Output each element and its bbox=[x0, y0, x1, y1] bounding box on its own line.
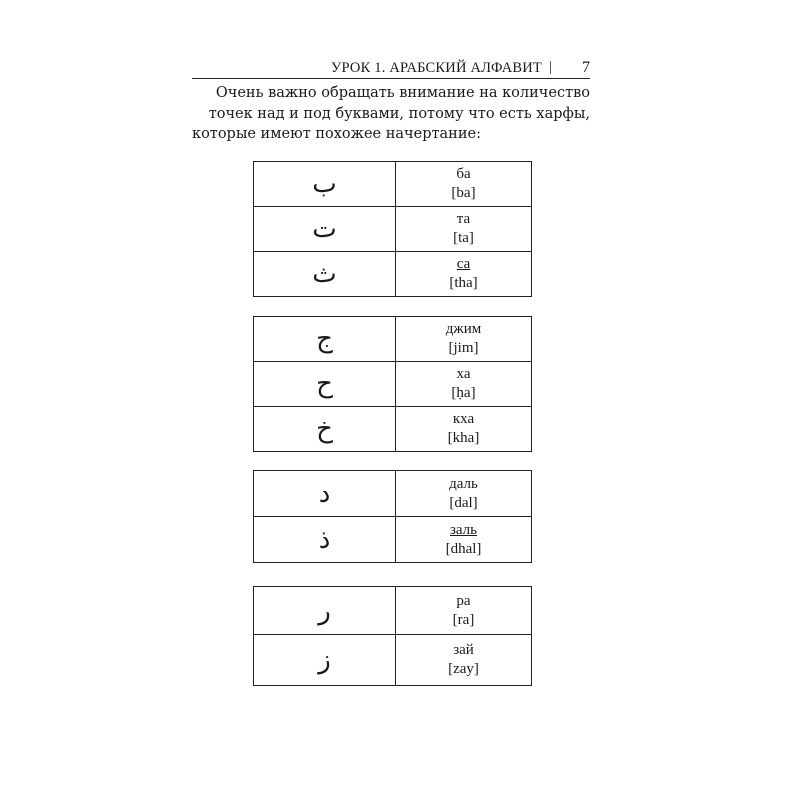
letter-group-jim bbox=[253, 316, 532, 452]
running-header bbox=[192, 60, 590, 79]
arabic-letter: ج bbox=[316, 324, 333, 354]
letter-name: даль bbox=[449, 475, 478, 492]
arabic-letter: ت bbox=[312, 214, 337, 244]
letter-group-dal bbox=[253, 470, 532, 563]
letter-name-cell bbox=[396, 162, 532, 207]
letter-name-cell bbox=[396, 471, 532, 517]
letter-name: кха bbox=[452, 411, 475, 427]
letter-name: зай bbox=[453, 642, 474, 658]
letter-row bbox=[254, 362, 532, 407]
letter-name: та bbox=[456, 211, 471, 227]
arabic-letter-cell bbox=[254, 635, 396, 686]
letter-name-cell bbox=[396, 517, 532, 563]
lesson-title: УРОК 1. АРАБСКИЙ АЛФАВИТ bbox=[331, 60, 542, 76]
intro-line: которые имеют похожее начертание: bbox=[192, 126, 481, 142]
letter-transliteration: [ta] bbox=[453, 230, 474, 246]
arabic-letter-cell bbox=[254, 207, 396, 252]
letter-name: ха bbox=[456, 366, 471, 382]
letter-transliteration: [zay] bbox=[448, 661, 479, 677]
letter-name: заль bbox=[449, 521, 478, 538]
arabic-letter-cell bbox=[254, 362, 396, 407]
letter-name-cell bbox=[396, 317, 532, 362]
arabic-letter: خ bbox=[316, 414, 333, 444]
letter-row bbox=[254, 252, 532, 297]
arabic-letter: ث bbox=[312, 259, 337, 289]
letter-row bbox=[254, 207, 532, 252]
arabic-letter: ز bbox=[318, 645, 331, 675]
intro-line: Очень важно обращать внимание на количество bbox=[215, 85, 590, 101]
letter-row bbox=[254, 635, 532, 686]
letter-name-cell bbox=[396, 587, 532, 635]
letter-transliteration: [jim] bbox=[448, 340, 479, 356]
letter-name-cell bbox=[396, 362, 532, 407]
arabic-letter: د bbox=[318, 478, 331, 509]
arabic-letter: ذ bbox=[318, 524, 331, 555]
letter-name: ба bbox=[456, 166, 471, 182]
arabic-letter-cell bbox=[254, 252, 396, 297]
arabic-letter: ب bbox=[312, 169, 337, 199]
letter-name: джим bbox=[445, 321, 482, 337]
letter-name-cell bbox=[396, 252, 532, 297]
letter-name: ра bbox=[456, 592, 471, 609]
page-number: 7 bbox=[582, 59, 590, 76]
letter-transliteration: [kha] bbox=[447, 430, 480, 446]
intro-paragraph bbox=[192, 83, 590, 145]
header-separator: | bbox=[549, 59, 552, 75]
arabic-letter-cell bbox=[254, 317, 396, 362]
arabic-letter-cell bbox=[254, 587, 396, 635]
letter-group-ba bbox=[253, 161, 532, 297]
arabic-letter: ح bbox=[316, 369, 333, 399]
letter-transliteration: [ḥa] bbox=[451, 385, 476, 401]
letter-transliteration: [tha] bbox=[449, 275, 478, 291]
letter-transliteration: [ra] bbox=[452, 611, 475, 628]
arabic-letter-cell bbox=[254, 517, 396, 563]
letter-row bbox=[254, 162, 532, 207]
letter-row bbox=[254, 517, 532, 563]
letter-name-cell bbox=[396, 635, 532, 686]
letter-name: са bbox=[456, 256, 471, 272]
arabic-letter: ر bbox=[318, 595, 331, 626]
letter-row bbox=[254, 471, 532, 517]
letter-group-ra bbox=[253, 586, 532, 686]
letter-row bbox=[254, 407, 532, 452]
letter-name-cell bbox=[396, 407, 532, 452]
arabic-letter-cell bbox=[254, 471, 396, 517]
intro-line: точек над и под буквами, потому что есть харфы, bbox=[208, 105, 590, 122]
arabic-letter-cell bbox=[254, 162, 396, 207]
arabic-letter-cell bbox=[254, 407, 396, 452]
letter-transliteration: [dhal] bbox=[445, 540, 482, 557]
letter-transliteration: [ba] bbox=[451, 185, 476, 201]
letter-transliteration: [dal] bbox=[449, 494, 478, 511]
letter-name-cell bbox=[396, 207, 532, 252]
letter-row bbox=[254, 317, 532, 362]
letter-row bbox=[254, 587, 532, 635]
